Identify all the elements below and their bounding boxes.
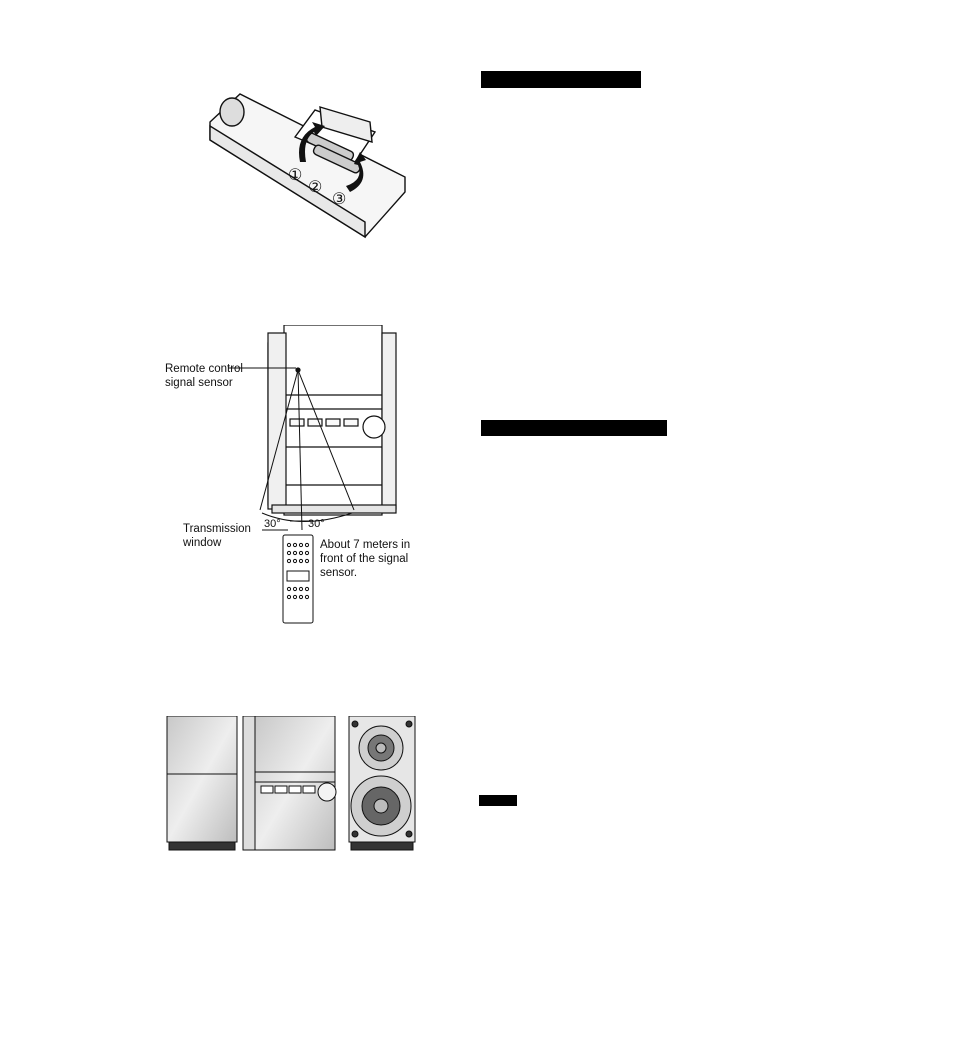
system-illustration <box>165 716 420 852</box>
figure-battery-insertion <box>200 82 420 242</box>
distance-label-line-1: About 7 meters in <box>320 539 411 551</box>
section-heading-bar-1 <box>481 71 641 88</box>
sensor-label-line-2: signal sensor <box>165 377 233 389</box>
section-heading-bar-2 <box>481 420 667 436</box>
step-3-label: ③ <box>332 191 347 208</box>
distance-label-line-3: sensor. <box>320 567 358 579</box>
angle-right-label: 30° <box>308 518 325 530</box>
remote-battery-illustration <box>200 82 420 242</box>
distance-label-line-2: front of the signal <box>320 553 409 565</box>
window-label-line-2: window <box>183 537 222 549</box>
distance-label <box>320 538 430 580</box>
angle-left-label: 30° <box>264 518 281 530</box>
figure-system-speakers <box>165 716 420 852</box>
step-1-label: ① <box>288 167 303 184</box>
sensor-label <box>165 362 265 390</box>
sensor-label-line-1: Remote control <box>165 363 243 375</box>
note-heading-bar <box>479 795 517 806</box>
window-label <box>183 522 273 550</box>
step-2-label: ② <box>308 179 323 196</box>
window-label-line-1: Transmission <box>183 523 251 535</box>
